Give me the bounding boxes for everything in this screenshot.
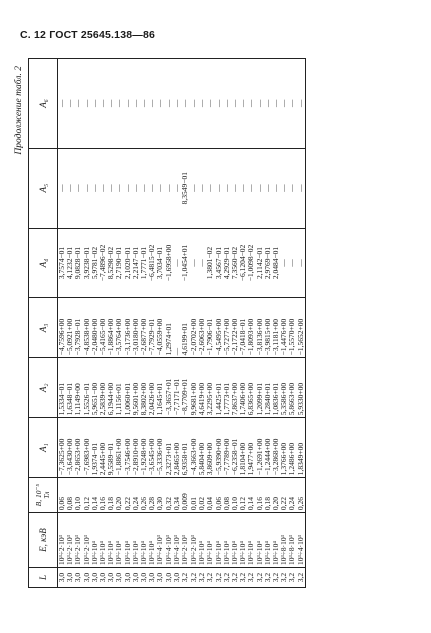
table-cell: 3,8609+00 bbox=[206, 418, 214, 478]
table-cell: 10³÷2·10³ bbox=[181, 513, 190, 568]
table-cell: −3,5764+00 bbox=[115, 298, 123, 358]
table-cell: −1,2691+00 bbox=[256, 418, 264, 478]
table-cell: −6,4815−02 bbox=[148, 228, 156, 298]
table-cell: — bbox=[99, 59, 107, 149]
table-cell: 3,0 bbox=[74, 568, 82, 588]
table-cell: 10³÷10⁴ bbox=[256, 513, 264, 568]
table-cell: — bbox=[297, 148, 306, 228]
table-cell: 3,2 bbox=[206, 568, 214, 588]
table-cell: — bbox=[165, 59, 173, 149]
table-cell: 3,2295+00 bbox=[206, 358, 214, 418]
table-cell: 10³÷10⁴ bbox=[239, 513, 247, 568]
table-cell: 5,9651−00 bbox=[91, 358, 99, 418]
table-cell: — bbox=[173, 298, 181, 358]
table-cell: −1,9248+00 bbox=[140, 418, 148, 478]
table-cell: 10³÷10⁴ bbox=[264, 513, 272, 568]
table-cell: 1,2840+01 bbox=[264, 358, 272, 418]
table-cell: — bbox=[223, 148, 231, 228]
table-cell: −1,8864+00 bbox=[107, 298, 115, 358]
table-cell: 10³÷10⁴ bbox=[124, 513, 132, 568]
table-cell: −3,9815+00 bbox=[264, 298, 272, 358]
table-cell: — bbox=[231, 148, 239, 228]
table-cell: 3,2 bbox=[256, 568, 264, 588]
table-cell: 0,24 bbox=[288, 478, 296, 513]
table-cell: — bbox=[148, 59, 156, 149]
table-cell: — bbox=[173, 228, 181, 298]
table-cell: — bbox=[206, 59, 214, 149]
table-cell: 4,6419+00 bbox=[198, 358, 206, 418]
table-cell: −2,0480+00 bbox=[91, 298, 99, 358]
table-cell: 3,0 bbox=[132, 568, 140, 588]
table-cell: −7,6983+00 bbox=[83, 418, 91, 478]
table-cell: 6,9358+01 bbox=[181, 418, 190, 478]
table-cell: — bbox=[83, 148, 91, 228]
table-cell: 3,0 bbox=[58, 568, 67, 588]
table-cell: — bbox=[198, 228, 206, 298]
table-cell: 1,2486+00 bbox=[288, 418, 296, 478]
table-cell: 0,18 bbox=[107, 478, 115, 513]
table-cell: −1,0098−02 bbox=[247, 228, 255, 298]
table-cell: 2,1020−01 bbox=[124, 228, 132, 298]
table-cell: 0,30 bbox=[156, 478, 164, 513]
table-cell: 8,3802+00 bbox=[140, 358, 148, 418]
table-cell: 3,7574−01 bbox=[58, 228, 67, 298]
table-cell: — bbox=[264, 148, 272, 228]
table-cell: 0,16 bbox=[256, 478, 264, 513]
table-cell: — bbox=[297, 228, 306, 298]
table-cell: 10³÷10⁴ bbox=[148, 513, 156, 568]
table-cell: 3,2 bbox=[198, 568, 206, 588]
table-cell: — bbox=[107, 148, 115, 228]
table-cell: 10³÷8·10³ bbox=[280, 513, 288, 568]
table-cell: 9,5589−01 bbox=[107, 418, 115, 478]
table-cell: — bbox=[190, 228, 198, 298]
table-cell: −4,5495+00 bbox=[215, 298, 223, 358]
table-cell: −4,7596+00 bbox=[58, 298, 67, 358]
table-cell: — bbox=[91, 59, 99, 149]
table-cell: 3,2 bbox=[231, 568, 239, 588]
table-cell: — bbox=[173, 148, 181, 228]
table-cell: 1,7406+00 bbox=[239, 358, 247, 418]
col-header-a2: A₂ bbox=[29, 358, 58, 418]
table-cell: 2,7190−01 bbox=[115, 228, 123, 298]
table-cell: −7,7789+00 bbox=[223, 418, 231, 478]
table-body bbox=[58, 59, 306, 588]
table-cell: 0,10 bbox=[74, 478, 82, 513]
table-cell: — bbox=[132, 59, 140, 149]
table-cell: 1,0836+01 bbox=[272, 358, 280, 418]
table-cell: — bbox=[190, 59, 198, 149]
table-cell: 0,26 bbox=[297, 478, 306, 513]
table-cell: 0,06 bbox=[215, 478, 223, 513]
table-cell: 10³÷10⁴ bbox=[115, 513, 123, 568]
table-cell: — bbox=[280, 59, 288, 149]
table-cell: 5,3586+00 bbox=[280, 358, 288, 418]
table-cell: 1,2099+01 bbox=[256, 358, 264, 418]
table-cell: −5,7277+00 bbox=[223, 298, 231, 358]
col-header-a5: A₅ bbox=[29, 148, 58, 228]
table-cell: — bbox=[91, 148, 99, 228]
table-cell: — bbox=[140, 148, 148, 228]
table-cell: 1,1645+01 bbox=[156, 358, 164, 418]
table-cell: 3,0 bbox=[107, 568, 115, 588]
table-cell: — bbox=[66, 59, 74, 149]
table-cell: 0,14 bbox=[247, 478, 255, 513]
table-cell: 3,0 bbox=[173, 568, 181, 588]
table-cell: −2,8910+00 bbox=[132, 418, 140, 478]
table-cell: 3,0 bbox=[115, 568, 123, 588]
table-cell: 10³÷10⁴ bbox=[99, 513, 107, 568]
table-cell: 10³÷4·10³ bbox=[173, 513, 181, 568]
table-cell: — bbox=[198, 59, 206, 149]
table-cell: 3,2 bbox=[280, 568, 288, 588]
page-header: С. 12 ГОСТ 25645.138—86 bbox=[20, 29, 156, 41]
table-cell: −1,0454+01 bbox=[181, 228, 190, 298]
table-cell: 10³÷10⁴ bbox=[132, 513, 140, 568]
table-cell: −5,9390+00 bbox=[215, 418, 223, 478]
table-cell: 0,16 bbox=[99, 478, 107, 513]
table-cell: 3,2 bbox=[247, 568, 255, 588]
table-cell: — bbox=[272, 59, 280, 149]
table-cell: −6,1204−02 bbox=[239, 228, 247, 298]
table-cell: — bbox=[223, 59, 231, 149]
table-cell: −5,0921+00 bbox=[66, 298, 74, 358]
table-cell: 10³÷10⁴ bbox=[272, 513, 280, 568]
table-cell: 1,4425+01 bbox=[215, 358, 223, 418]
table-cell: — bbox=[256, 148, 264, 228]
table-cell: −8,7709+01 bbox=[181, 358, 190, 418]
table-cell: — bbox=[288, 228, 296, 298]
table-cell: — bbox=[74, 59, 82, 149]
table-cell: 1,6348−01 bbox=[66, 358, 74, 418]
table-cell: −3,0180+00 bbox=[132, 298, 140, 358]
table-cell: −1,4476+00 bbox=[280, 298, 288, 358]
table-cell: 0,28 bbox=[148, 478, 156, 513]
table-cell: 3,0 bbox=[83, 568, 91, 588]
table-cell: −3,7546+00 bbox=[124, 418, 132, 478]
table-cell: 1,8104+00 bbox=[239, 418, 247, 478]
table-cell: — bbox=[280, 228, 288, 298]
table-cell: 10³÷10⁴ bbox=[223, 513, 231, 568]
table-cell: 3,0 bbox=[156, 568, 164, 588]
table-cell: 3,4567−01 bbox=[215, 228, 223, 298]
table-cell: 0,18 bbox=[264, 478, 272, 513]
table-cell: 10³÷2·10³ bbox=[190, 513, 198, 568]
table-cell: 2,9769−01 bbox=[264, 228, 272, 298]
table-cell: 3,9238−01 bbox=[83, 228, 91, 298]
table-row bbox=[297, 59, 306, 588]
table-cell: — bbox=[165, 148, 173, 228]
table-cell: — bbox=[140, 59, 148, 149]
table-cell: 1,3801−02 bbox=[206, 228, 214, 298]
coefficients-table bbox=[28, 58, 306, 588]
table-cell: — bbox=[107, 59, 115, 149]
col-header-a4: A₄ bbox=[29, 228, 58, 298]
table-cell: 2,4445+00 bbox=[99, 418, 107, 478]
table-cell: −3,2868+00 bbox=[272, 418, 280, 478]
table-cell: 5,9330+00 bbox=[297, 358, 306, 418]
table-cell: 3,0 bbox=[165, 568, 173, 588]
table-cell: 10³÷4·10³ bbox=[156, 513, 164, 568]
table-cell: 0,22 bbox=[124, 478, 132, 513]
table-cell: 10³÷2·10³ bbox=[83, 513, 91, 568]
table-cell: 10³÷2·10³ bbox=[74, 513, 82, 568]
table-cell: 2,5839+00 bbox=[99, 358, 107, 418]
table-cell: 10³÷10⁴ bbox=[107, 513, 115, 568]
col-header-a6: A₆ bbox=[29, 59, 58, 149]
table-cell: 2,8465+00 bbox=[173, 418, 181, 478]
table-cell: −7,0418−01 bbox=[239, 298, 247, 358]
table-cell: — bbox=[83, 59, 91, 149]
table-cell: −4,3663+00 bbox=[190, 418, 198, 478]
table-cell: 0,14 bbox=[91, 478, 99, 513]
table-cell: −2,6877+00 bbox=[140, 298, 148, 358]
table-cell: 5,8663+00 bbox=[288, 358, 296, 418]
table-cell: — bbox=[115, 59, 123, 149]
col-header-l: L bbox=[29, 568, 58, 588]
table-cell: −1,5652+00 bbox=[297, 298, 306, 358]
table-cell: — bbox=[58, 148, 67, 228]
table-cell: −1,6958+00 bbox=[165, 228, 173, 298]
table-cell: 0,10 bbox=[231, 478, 239, 513]
table-cell: −1,7906−01 bbox=[206, 298, 214, 358]
table-cell: −2,1722+00 bbox=[231, 298, 239, 358]
col-header-a1: A₁ bbox=[29, 418, 58, 478]
table-cell: — bbox=[124, 148, 132, 228]
table-cell: −3,8136+00 bbox=[256, 298, 264, 358]
table-cell: 1,0060+01 bbox=[124, 358, 132, 418]
table-cell: 3,0 bbox=[148, 568, 156, 588]
table-cell: — bbox=[256, 59, 264, 149]
table-cell: 10³÷10⁴ bbox=[140, 513, 148, 568]
table-cell: −5,3336+00 bbox=[156, 418, 164, 478]
table-cell: — bbox=[231, 59, 239, 149]
table-cell: 3,0 bbox=[91, 568, 99, 588]
table-continuation-caption: Продолжение табл. 2 bbox=[14, 66, 24, 155]
table-header-row bbox=[29, 59, 58, 588]
table-cell: −1,5570+00 bbox=[288, 298, 296, 358]
table-cell: −7,7171−01 bbox=[173, 358, 181, 418]
table-cell: −4,8538+00 bbox=[83, 298, 91, 358]
table-cell: 3,2 bbox=[288, 568, 296, 588]
table-cell: 3,2 bbox=[239, 568, 247, 588]
table-cell: — bbox=[247, 59, 255, 149]
table-cell: — bbox=[66, 148, 74, 228]
table-cell: — bbox=[156, 148, 164, 228]
table-cell: 7,8637+00 bbox=[231, 358, 239, 418]
table-cell: 10³÷2·10³ bbox=[58, 513, 67, 568]
table-cell: — bbox=[124, 59, 132, 149]
table-cell: 0,01 bbox=[190, 478, 198, 513]
table-cell: 1,7771−01 bbox=[140, 228, 148, 298]
table-cell: −3,1736+00 bbox=[124, 298, 132, 358]
rotated-table-block bbox=[14, 58, 419, 588]
table-cell: 2,3273+01 bbox=[165, 418, 173, 478]
table-cell: 2,0484−01 bbox=[272, 228, 280, 298]
table-cell: 1,7773+01 bbox=[223, 358, 231, 418]
table-cell: 9,0828−01 bbox=[74, 228, 82, 298]
table-cell: 3,0 bbox=[140, 568, 148, 588]
table-cell: 0,20 bbox=[115, 478, 123, 513]
table-cell: 0,06 bbox=[58, 478, 67, 513]
table-cell: — bbox=[239, 59, 247, 149]
table-cell: 1,9477+00 bbox=[247, 418, 255, 478]
table-cell: 1,9374−01 bbox=[91, 418, 99, 478]
table-cell: 3,7034−01 bbox=[156, 228, 164, 298]
table-cell: — bbox=[190, 148, 198, 228]
table-cell: — bbox=[198, 148, 206, 228]
table-cell: 10³÷10⁴ bbox=[91, 513, 99, 568]
table-cell: 0,22 bbox=[280, 478, 288, 513]
table-cell: 10³÷8·10³ bbox=[288, 513, 296, 568]
table-cell: 10³÷10⁴ bbox=[231, 513, 239, 568]
table-cell: 3,2 bbox=[297, 568, 306, 588]
table-cell: 3,2 bbox=[215, 568, 223, 588]
table-cell: −3,6430+00 bbox=[66, 418, 74, 478]
table-cell: 9,5601+00 bbox=[132, 358, 140, 418]
table-cell: 2,0426+00 bbox=[148, 358, 156, 418]
table-cell: 3,2 bbox=[190, 568, 198, 588]
table-cell: 0,02 bbox=[198, 478, 206, 513]
table-cell: −4,0559+00 bbox=[156, 298, 164, 358]
table-cell: 6,8365+00 bbox=[247, 358, 255, 418]
col-header-energy: E, кэВ bbox=[29, 513, 58, 568]
table-cell: −3,7928−01 bbox=[74, 298, 82, 358]
table-cell: — bbox=[264, 59, 272, 149]
table-cell: — bbox=[156, 59, 164, 149]
table-cell: — bbox=[288, 148, 296, 228]
table-cell: 4,1232−01 bbox=[66, 228, 74, 298]
table-cell: −6,2358−01 bbox=[231, 418, 239, 478]
table-cell: — bbox=[58, 59, 67, 149]
table-cell: 0,08 bbox=[223, 478, 231, 513]
table-cell: — bbox=[297, 59, 306, 149]
table-cell: 4,2929−01 bbox=[223, 228, 231, 298]
table-cell: 2,2147−01 bbox=[132, 228, 140, 298]
table-cell: −7,7929−01 bbox=[148, 298, 156, 358]
table-cell: −7,3625+00 bbox=[58, 418, 67, 478]
table-cell: 0,20 bbox=[272, 478, 280, 513]
table-cell: 7,3560−02 bbox=[231, 228, 239, 298]
table-cell: 10³÷2·10³ bbox=[66, 513, 74, 568]
table-cell: 3,2 bbox=[181, 568, 190, 588]
table-cell: 8,3549−01 bbox=[181, 148, 190, 228]
table-cell: — bbox=[99, 148, 107, 228]
table-cell: — bbox=[148, 148, 156, 228]
table-cell: — bbox=[74, 148, 82, 228]
table-cell: 2,1142−01 bbox=[256, 228, 264, 298]
table-cell: 1,1149+00 bbox=[74, 358, 82, 418]
table-cell: — bbox=[272, 148, 280, 228]
table-cell: 3,0 bbox=[124, 568, 132, 588]
table-cell: — bbox=[206, 148, 214, 228]
table-cell: 1,1156+01 bbox=[115, 358, 123, 418]
table-cell: 0,08 bbox=[66, 478, 74, 513]
table-cell: 9,9681+00 bbox=[190, 358, 198, 418]
table-cell: 1,8349+00 bbox=[297, 418, 306, 478]
table-cell: −3,3657+01 bbox=[165, 358, 173, 418]
table-cell: 3,2 bbox=[223, 568, 231, 588]
table-cell: 10³÷10⁴ bbox=[206, 513, 214, 568]
table-cell: 1,2974+01 bbox=[165, 298, 173, 358]
table-cell: 10³÷10⁴ bbox=[198, 513, 206, 568]
table-cell: — bbox=[247, 148, 255, 228]
table-cell: −3,6545+00 bbox=[148, 418, 156, 478]
table-cell: −1,8093+00 bbox=[247, 298, 255, 358]
table-cell: — bbox=[215, 148, 223, 228]
table-cell: 4,6199+01 bbox=[181, 298, 190, 358]
table-cell: — bbox=[181, 59, 190, 149]
table-cell: 0,26 bbox=[140, 478, 148, 513]
table-cell: −3,1181+00 bbox=[272, 298, 280, 358]
table-cell: 10³÷4·10³ bbox=[297, 513, 306, 568]
table-cell: 1,5334−01 bbox=[58, 358, 67, 418]
table-cell: — bbox=[280, 148, 288, 228]
table-cell: — bbox=[288, 59, 296, 149]
table-cell: 8,5298−02 bbox=[107, 228, 115, 298]
table-cell: −2,0702+00 bbox=[190, 298, 198, 358]
table-cell: −2,6063+00 bbox=[198, 298, 206, 358]
table-cell: 3,0 bbox=[99, 568, 107, 588]
col-header-b: B, 10⁻⁵ Тл bbox=[29, 478, 58, 513]
table-cell: −7,4896−02 bbox=[99, 228, 107, 298]
table-cell: 5,9781−02 bbox=[91, 228, 99, 298]
col-header-a3: A₃ bbox=[29, 298, 58, 358]
table-cell: 0,34 bbox=[173, 478, 181, 513]
table-cell: 3,2 bbox=[264, 568, 272, 588]
table-cell: −1,2444+00 bbox=[264, 418, 272, 478]
table-cell: — bbox=[115, 148, 123, 228]
table-cell: 0,12 bbox=[83, 478, 91, 513]
table-cell: 3,2 bbox=[272, 568, 280, 588]
table-cell: 1,3766+00 bbox=[280, 418, 288, 478]
table-cell: 0,12 bbox=[239, 478, 247, 513]
table-cell: 0,009 bbox=[181, 478, 190, 513]
table-cell: 5,8404+00 bbox=[198, 418, 206, 478]
table-cell: 0,32 bbox=[165, 478, 173, 513]
table-cell: 0,04 bbox=[206, 478, 214, 513]
table-cell: — bbox=[239, 148, 247, 228]
table-cell: 6,1944+00 bbox=[107, 358, 115, 418]
table-cell: −5,4165−00 bbox=[99, 298, 107, 358]
table-cell: 3,0 bbox=[66, 568, 74, 588]
table-cell: — bbox=[173, 59, 181, 149]
table-cell: — bbox=[215, 59, 223, 149]
table-cell: 0,24 bbox=[132, 478, 140, 513]
table-cell: 1,5526−01 bbox=[83, 358, 91, 418]
table-cell: −2,8653+00 bbox=[74, 418, 82, 478]
table-cell: −1,8861+00 bbox=[115, 418, 123, 478]
table-cell: — bbox=[132, 148, 140, 228]
table-cell: 10³÷10⁴ bbox=[215, 513, 223, 568]
table-cell: 10³÷4·10³ bbox=[165, 513, 173, 568]
table-cell: 10³÷10⁴ bbox=[247, 513, 255, 568]
